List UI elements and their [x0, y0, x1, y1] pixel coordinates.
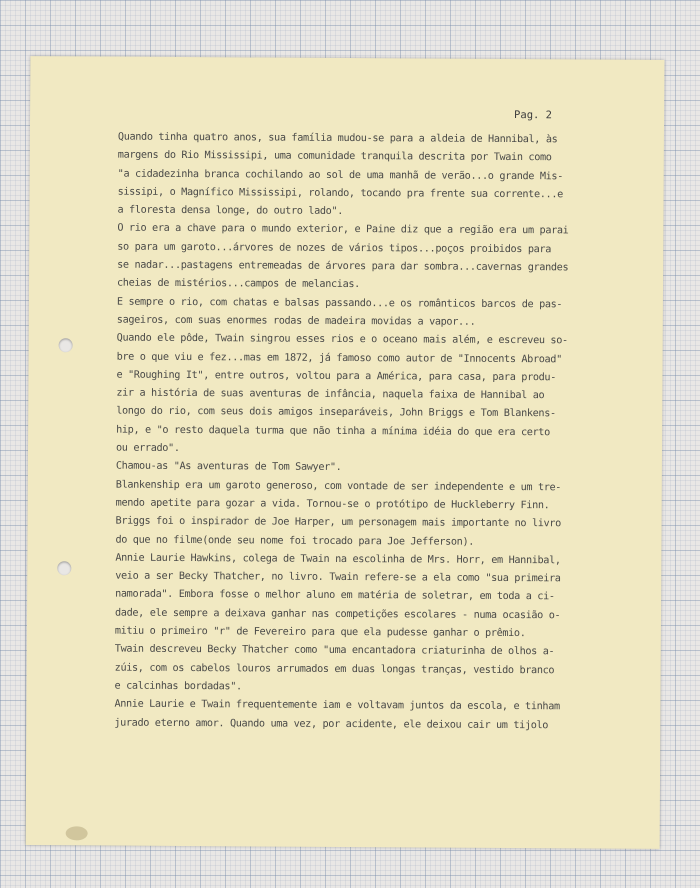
- text-line: do que no filme(onde seu nome foi trocado para Joe Jefferson).: [115, 534, 475, 548]
- text-line: sageiros, com suas enormes rodas de madeira movidas a vapor...: [116, 314, 476, 328]
- text-line: namorada". Embora fosse o melhor aluno em matéria de soletrar, em toda a ci-: [115, 589, 555, 603]
- body-text: [114, 129, 596, 736]
- text-line: O rio era a chave para o mundo exterior, e Paine diz que a região era um parai: [117, 223, 569, 237]
- text-line: sissipi, o Magnífico Mississipi, rolando, tocando pra frente sua corrente...e: [117, 186, 563, 201]
- text-line: Chamou-as "As aventuras de Tom Sawyer".: [115, 460, 342, 474]
- text-line: zir a história de suas aventuras de infância, naquela faixa de Hannibal ao: [116, 387, 545, 402]
- text-line: margens do Rio Mississipi, uma comunidade tranquila descrita por Twain como: [117, 149, 552, 164]
- text-line: hip, e "o resto daquela turma que não tinha a mínima idéia do que era certo: [116, 424, 550, 439]
- punch-hole: [59, 338, 73, 352]
- text-line: mitiu o primeiro "r" de Fevereiro para que ela pudesse ganhar o prêmio.: [114, 625, 526, 640]
- page-number: Pag. 2: [514, 109, 553, 122]
- text-line: Quando tinha quatro anos, sua família mudou-se para a aldeia de Hannibal, às: [117, 131, 558, 146]
- text-line: E sempre o rio, com chatas e balsas passando...e os românticos barcos de pas-: [116, 296, 563, 310]
- text-line: e calcinhas bordadas".: [114, 680, 242, 693]
- text-line: Annie Laurie Hawkins, colega de Twain na escolinha de Mrs. Horr, em Hannibal,: [115, 552, 561, 567]
- text-line: Blankenship era um garoto generoso, com vontade de ser independente e um tre-: [115, 479, 562, 493]
- text-line: longo do rio, com seus dois amigos inseparáveis, John Briggs e Tom Blankens-: [116, 406, 556, 420]
- text-line: se nadar...pastagens entremeadas de árvores para dar sombra...cavernas grandes: [117, 259, 569, 274]
- text-line: cheias de mistérios...campos de melancias.: [116, 277, 360, 291]
- punch-hole: [57, 561, 71, 575]
- text-line: Twain descreveu Becky Thatcher como "uma encantadora criaturinha de olhos a-: [114, 643, 555, 658]
- text-line: Annie Laurie e Twain frequentemente iam e voltavam juntos da escola, e tinham: [114, 698, 560, 713]
- text-line: ou errado".: [115, 442, 180, 455]
- text-line: veio a ser Becky Thatcher, no livro. Twain refere-se a ela como "sua primeira: [115, 570, 561, 585]
- text-line: bre o que viu e fez...mas em 1872, já famoso como autor de "Innocents Abroad": [116, 351, 562, 365]
- text-line: a floresta densa longe, do outro lado".: [117, 204, 344, 218]
- text-line: e "Roughing It", entre outros, voltou para a América, para casa, para produ-: [116, 369, 557, 384]
- text-line: dade, ele sempre a deixava ganhar nas competições escolares - numa ocasião o-: [114, 607, 561, 622]
- text-line: zúis, com os cabelos louros arrumados em duas longas tranças, vestido branco: [114, 662, 555, 676]
- text-line: mendo apetite para gozar a vida. Tornou-se o protótipo de Huckleberry Finn.: [115, 497, 550, 512]
- text-line: so para um garoto...árvores de nozes de vários tipos...poços proibidos para: [117, 241, 552, 256]
- typewritten-page: [26, 56, 665, 849]
- text-line: "a cidadezinha branca cochilando ao sol de uma manhã de verão...o grande Mis-: [117, 168, 564, 182]
- ink-smudge: [66, 826, 88, 840]
- text-line: Briggs foi o inspirador de Joe Harper, um personagem mais importante no livro: [115, 515, 561, 530]
- text-line: jurado eterno amor. Quando uma vez, por acidente, ele deixou cair um tijolo: [114, 717, 549, 731]
- text-line: Quando ele pôde, Twain singrou esses rios e o oceano mais além, e escreveu so-: [116, 332, 568, 347]
